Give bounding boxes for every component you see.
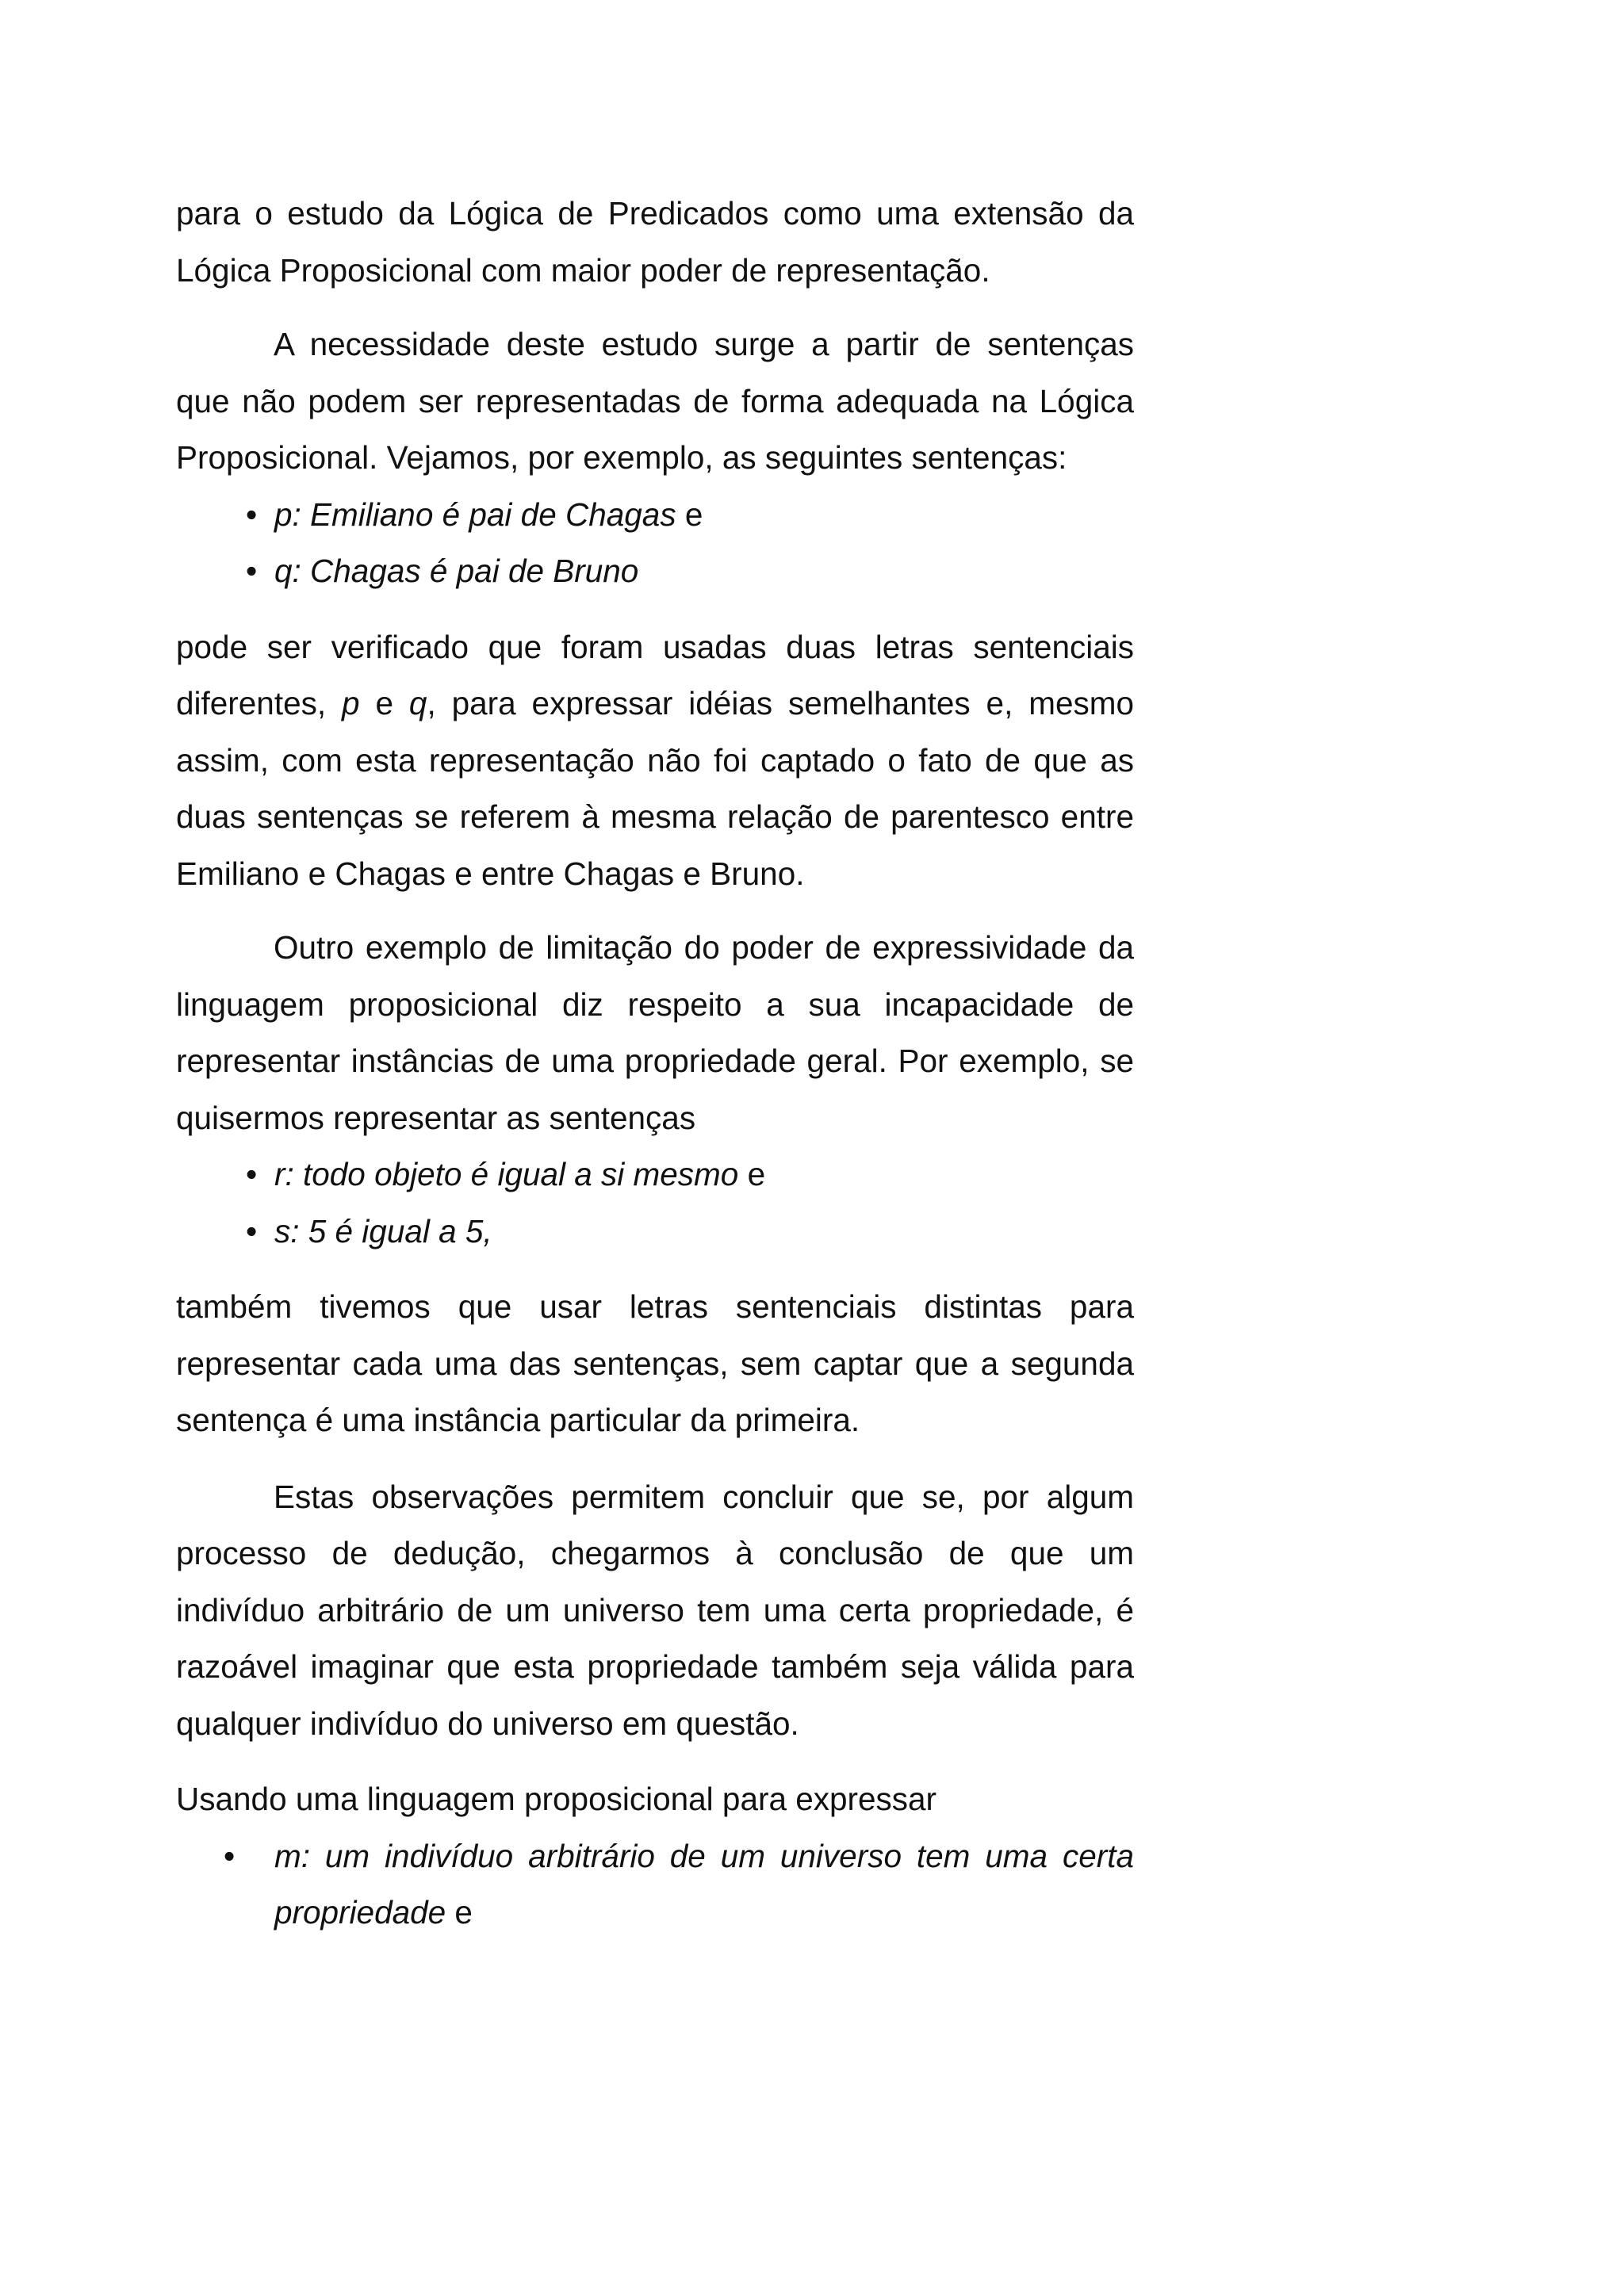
sentence-p: p: Emiliano é pai de Chagas bbox=[274, 496, 676, 533]
sentence-q: q: Chagas é pai de Bruno bbox=[274, 553, 639, 589]
list-item-s bbox=[176, 1203, 1134, 1261]
list-item-q bbox=[176, 543, 1134, 600]
list-item-r bbox=[176, 1146, 1134, 1203]
paragraph-using-language: Usando uma linguagem proposicional para expressar bbox=[176, 1781, 937, 1817]
paragraph-intro: para o estudo da Lógica de Predicados como uma extensão da Lógica Proposicional com maior poder de representação. bbox=[176, 195, 1134, 289]
paragraph-distinct-letters: também tivemos que usar letras sentenciais distintas para representar cada uma das sentenças, sem captar que a segunda sentença é uma instância particular da primeira. bbox=[176, 1288, 1134, 1438]
paragraph-limitation: Outro exemplo de limitação do poder de expressividade da linguagem proposicional diz respeito a sua incapacidade de representar instâncias de uma propriedade geral. Por exemplo, se quisermos representar as sentenças bbox=[176, 929, 1134, 1136]
document-page bbox=[176, 186, 1134, 1942]
verification-text-c: , para expressar idéias semelhantes e, mesmo assim, com esta representação não foi captado o fato de que as duas sentenças se referem à mesma relação de parentesco entre Emiliano e Chagas e entre Chagas e Bruno. bbox=[176, 685, 1134, 892]
bullet-icon: • bbox=[224, 1837, 236, 1874]
sentence-s: s: 5 é igual a 5, bbox=[274, 1212, 492, 1249]
paragraph-verification bbox=[176, 619, 1134, 903]
list-item-p bbox=[176, 487, 1134, 544]
variable-p: p bbox=[342, 685, 360, 721]
bullet-icon: • bbox=[246, 553, 258, 589]
bullet-icon: • bbox=[246, 496, 258, 533]
sentence-m-suffix: e bbox=[446, 1894, 473, 1931]
variable-q: q bbox=[408, 685, 427, 721]
sentence-p-suffix: e bbox=[676, 496, 703, 533]
list-item-m bbox=[176, 1828, 1134, 1942]
verification-text-a: pode ser verificado que foram usadas duas letras sentenciais diferentes, bbox=[176, 628, 1134, 721]
sentence-m: m: um indivíduo arbitrário de um universo tem uma certa propriedade bbox=[274, 1837, 1134, 1931]
paragraph-necessity: A necessidade deste estudo surge a partir de sentenças que não podem ser representadas de forma adequada na Lógica Proposicional. Vejamos, por exemplo, as seguintes sentenças: bbox=[176, 326, 1134, 476]
paragraph-observations: Estas observações permitem concluir que se, por algum processo de dedução, chegarmos à conclusão de que um indivíduo arbitrário de um universo tem uma certa propriedade, é razoável imaginar que esta propriedade também seja válida para qualquer indivíduo do universo em questão. bbox=[176, 1478, 1134, 1742]
verification-text-b: e bbox=[359, 685, 409, 721]
bullet-icon: • bbox=[246, 1212, 258, 1249]
bullet-icon: • bbox=[246, 1156, 258, 1192]
sentence-r: r: todo objeto é igual a si mesmo bbox=[274, 1156, 739, 1192]
sentence-r-suffix: e bbox=[738, 1156, 766, 1192]
